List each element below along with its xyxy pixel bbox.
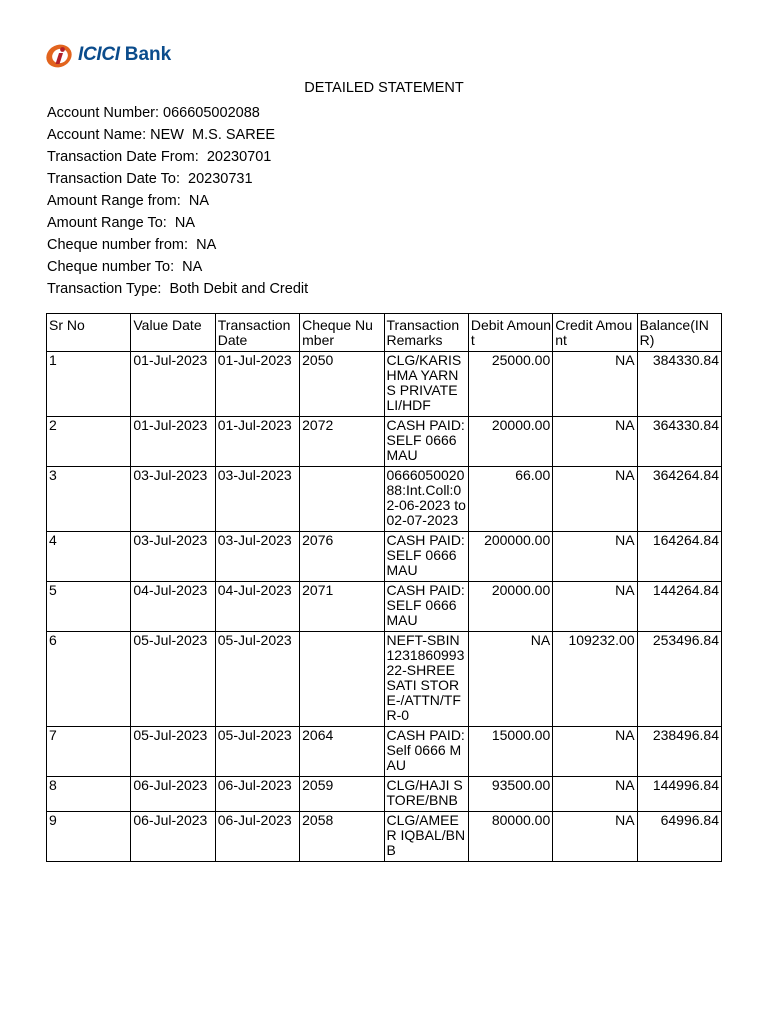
- cell-transaction-date: 01-Jul-2023: [215, 352, 299, 417]
- cell-transaction-date: 03-Jul-2023: [215, 532, 299, 582]
- date-to: Transaction Date To: 20230731: [47, 171, 253, 187]
- cell-cheque-number: 2050: [300, 352, 384, 417]
- cell-credit: NA: [553, 467, 637, 532]
- cell-remarks: NEFT-SBIN123186099322-SHREE SATI STORE-/ATTN/TFR-0: [384, 632, 468, 727]
- table-row: [47, 632, 722, 727]
- cell-debit: NA: [468, 632, 552, 727]
- cell-transaction-date: 03-Jul-2023: [215, 467, 299, 532]
- cell-debit: 200000.00: [468, 532, 552, 582]
- date-from: Transaction Date From: 20230701: [47, 149, 272, 165]
- cell-transaction-date: 05-Jul-2023: [215, 632, 299, 727]
- account-number: Account Number: 066605002088: [47, 105, 260, 121]
- cell-balance: 144996.84: [637, 777, 721, 812]
- cell-cheque-number: 2076: [300, 532, 384, 582]
- cell-value-date: 05-Jul-2023: [131, 727, 215, 777]
- header-balance: Balance(INR): [637, 314, 721, 352]
- table-row: [47, 582, 722, 632]
- header-value-date: Value Date: [131, 314, 215, 352]
- cell-cheque-number: 2071: [300, 582, 384, 632]
- table-row: [47, 727, 722, 777]
- cell-debit: 80000.00: [468, 812, 552, 862]
- cell-debit: 20000.00: [468, 417, 552, 467]
- cell-sr-no: 5: [47, 582, 131, 632]
- header-remarks: Transaction Remarks: [384, 314, 468, 352]
- header-transaction-date: Transaction Date: [215, 314, 299, 352]
- cell-remarks: CASH PAID:SELF 0666 MAU: [384, 532, 468, 582]
- cell-sr-no: 6: [47, 632, 131, 727]
- cell-remarks: CASH PAID:SELF 0666 MAU: [384, 582, 468, 632]
- amount-range-from: Amount Range from: NA: [47, 193, 209, 209]
- cell-credit: NA: [553, 352, 637, 417]
- cell-value-date: 03-Jul-2023: [131, 467, 215, 532]
- header-debit: Debit Amount: [468, 314, 552, 352]
- header-sr-no: Sr No: [47, 314, 131, 352]
- account-details: [47, 102, 308, 300]
- table-row: [47, 467, 722, 532]
- table-row: [47, 812, 722, 862]
- cell-transaction-date: 06-Jul-2023: [215, 777, 299, 812]
- cell-remarks: CASH PAID:Self 0666 MAU: [384, 727, 468, 777]
- cell-credit: NA: [553, 777, 637, 812]
- amount-range-to: Amount Range To: NA: [47, 215, 196, 231]
- cell-balance: 164264.84: [637, 532, 721, 582]
- cell-debit: 15000.00: [468, 727, 552, 777]
- cell-transaction-date: 06-Jul-2023: [215, 812, 299, 862]
- cell-remarks: CLG/HAJI STORE/BNB: [384, 777, 468, 812]
- header-credit: Credit Amount: [553, 314, 637, 352]
- cell-cheque-number: 2059: [300, 777, 384, 812]
- table-body: [47, 352, 722, 862]
- cell-balance: 64996.84: [637, 812, 721, 862]
- bank-logo: [44, 40, 171, 70]
- cell-balance: 364264.84: [637, 467, 721, 532]
- table-row: [47, 532, 722, 582]
- cell-transaction-date: 05-Jul-2023: [215, 727, 299, 777]
- cell-debit: 20000.00: [468, 582, 552, 632]
- statement-title: DETAILED STATEMENT: [304, 80, 464, 96]
- table-row: [47, 777, 722, 812]
- cell-debit: 93500.00: [468, 777, 552, 812]
- cell-cheque-number: [300, 467, 384, 532]
- cell-value-date: 03-Jul-2023: [131, 532, 215, 582]
- cell-value-date: 05-Jul-2023: [131, 632, 215, 727]
- cell-remarks: 066605002088:Int.Coll:02-06-2023 to 02-07-2023: [384, 467, 468, 532]
- cheque-from: Cheque number from: NA: [47, 237, 217, 253]
- cell-sr-no: 9: [47, 812, 131, 862]
- account-name: Account Name: NEW M.S. SAREE: [47, 127, 276, 143]
- cell-debit: 25000.00: [468, 352, 552, 417]
- cell-credit: 109232.00: [553, 632, 637, 727]
- cell-cheque-number: [300, 632, 384, 727]
- cell-credit: NA: [553, 582, 637, 632]
- transaction-type: Transaction Type: Both Debit and Credit: [47, 281, 309, 297]
- cheque-to: Cheque number To: NA: [47, 259, 203, 275]
- cell-balance: 384330.84: [637, 352, 721, 417]
- cell-value-date: 06-Jul-2023: [131, 777, 215, 812]
- cell-remarks: CLG/KARISHMA YARNS PRIVATE LI/HDF: [384, 352, 468, 417]
- cell-balance: 253496.84: [637, 632, 721, 727]
- cell-balance: 144264.84: [637, 582, 721, 632]
- cell-sr-no: 7: [47, 727, 131, 777]
- table-row: [47, 417, 722, 467]
- cell-sr-no: 4: [47, 532, 131, 582]
- table-header-row: [47, 314, 722, 352]
- cell-credit: NA: [553, 532, 637, 582]
- cell-credit: NA: [553, 417, 637, 467]
- cell-sr-no: 8: [47, 777, 131, 812]
- cell-cheque-number: 2072: [300, 417, 384, 467]
- transactions-table: [46, 313, 722, 862]
- cell-value-date: 01-Jul-2023: [131, 417, 215, 467]
- cell-balance: 238496.84: [637, 727, 721, 777]
- cell-balance: 364330.84: [637, 417, 721, 467]
- cell-remarks: CLG/AMEER IQBAL/BNB: [384, 812, 468, 862]
- cell-cheque-number: 2058: [300, 812, 384, 862]
- cell-cheque-number: 2064: [300, 727, 384, 777]
- cell-credit: NA: [553, 727, 637, 777]
- cell-remarks: CASH PAID:SELF 0666 MAU: [384, 417, 468, 467]
- table-row: [47, 352, 722, 417]
- cell-value-date: 04-Jul-2023: [131, 582, 215, 632]
- cell-sr-no: 3: [47, 467, 131, 532]
- cell-credit: NA: [553, 812, 637, 862]
- cell-sr-no: 1: [47, 352, 131, 417]
- header-cheque-number: Cheque Number: [300, 314, 384, 352]
- cell-value-date: 06-Jul-2023: [131, 812, 215, 862]
- icici-logo-icon: [44, 40, 74, 70]
- cell-debit: 66.00: [468, 467, 552, 532]
- cell-transaction-date: 01-Jul-2023: [215, 417, 299, 467]
- cell-sr-no: 2: [47, 417, 131, 467]
- cell-transaction-date: 04-Jul-2023: [215, 582, 299, 632]
- logo-wordmark: ICICI Bank: [78, 44, 172, 65]
- cell-value-date: 01-Jul-2023: [131, 352, 215, 417]
